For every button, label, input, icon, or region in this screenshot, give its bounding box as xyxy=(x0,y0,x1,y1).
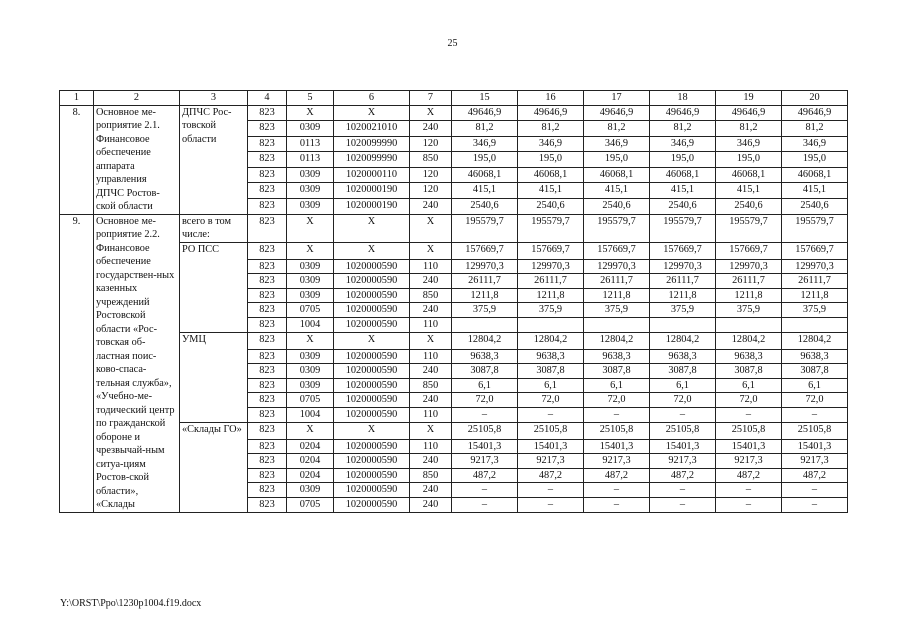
amount-cell: 9217,3 xyxy=(452,454,518,469)
amount-cell: 12804,2 xyxy=(584,332,650,349)
code-cell: 120 xyxy=(410,167,452,183)
code-cell: 1020099990 xyxy=(334,136,410,152)
amount-cell: 81,2 xyxy=(716,121,782,137)
amount-cell: – xyxy=(452,497,518,512)
amount-cell: 72,0 xyxy=(518,393,584,408)
code-cell: 240 xyxy=(410,274,452,289)
code-cell: 1020000590 xyxy=(334,259,410,274)
amount-cell: 6,1 xyxy=(716,378,782,393)
amount-cell: 157669,7 xyxy=(518,242,584,259)
code-cell: 0113 xyxy=(287,136,334,152)
code-cell: 240 xyxy=(410,393,452,408)
amount-cell: 9217,3 xyxy=(716,454,782,469)
code-cell: 850 xyxy=(410,152,452,168)
page-number: 25 xyxy=(447,38,458,49)
code-cell: 0309 xyxy=(287,259,334,274)
amount-cell: 9638,3 xyxy=(452,349,518,364)
code-cell: 823 xyxy=(248,167,287,183)
amount-cell: 81,2 xyxy=(584,121,650,137)
amount-cell: 487,2 xyxy=(518,468,584,483)
executor-name: УМЦ xyxy=(180,332,248,422)
amount-cell: 1211,8 xyxy=(584,288,650,303)
amount-cell: 49646,9 xyxy=(584,105,650,121)
amount-cell: 26111,7 xyxy=(716,274,782,289)
code-cell: 1020000590 xyxy=(334,439,410,454)
amount-cell: 72,0 xyxy=(650,393,716,408)
amount-cell: 375,9 xyxy=(518,303,584,318)
amount-cell: 12804,2 xyxy=(452,332,518,349)
amount-cell: – xyxy=(716,407,782,422)
code-cell: 0309 xyxy=(287,349,334,364)
amount-cell: 15401,3 xyxy=(650,439,716,454)
amount-cell: 157669,7 xyxy=(716,242,782,259)
amount-cell: 157669,7 xyxy=(452,242,518,259)
amount-cell: 9217,3 xyxy=(782,454,848,469)
code-cell: X xyxy=(410,242,452,259)
amount-cell: 15401,3 xyxy=(782,439,848,454)
amount-cell: – xyxy=(452,407,518,422)
amount-cell: 3087,8 xyxy=(584,364,650,379)
code-cell: 0204 xyxy=(287,439,334,454)
code-cell: 1020000590 xyxy=(334,497,410,512)
amount-cell: 2540,6 xyxy=(716,198,782,214)
amount-cell: 9217,3 xyxy=(518,454,584,469)
amount-cell: 375,9 xyxy=(584,303,650,318)
code-cell: X xyxy=(334,242,410,259)
header-cell: 2 xyxy=(94,91,180,106)
code-cell: 0309 xyxy=(287,288,334,303)
code-cell: 1020099990 xyxy=(334,152,410,168)
code-cell: 1020000590 xyxy=(334,364,410,379)
code-cell: 240 xyxy=(410,198,452,214)
amount-cell: 12804,2 xyxy=(716,332,782,349)
row-number: 8. xyxy=(60,105,94,214)
amount-cell: 195579,7 xyxy=(518,214,584,242)
amount-cell: 487,2 xyxy=(584,468,650,483)
code-cell: X xyxy=(410,422,452,439)
code-cell: X xyxy=(287,332,334,349)
executor-name: РО ПСС xyxy=(180,242,248,332)
amount-cell: 9638,3 xyxy=(584,349,650,364)
code-cell: 0309 xyxy=(287,198,334,214)
code-cell: 1020000590 xyxy=(334,274,410,289)
amount-cell: 2540,6 xyxy=(452,198,518,214)
code-cell: 1020021010 xyxy=(334,121,410,137)
amount-cell: 72,0 xyxy=(716,393,782,408)
code-cell: X xyxy=(287,105,334,121)
amount-cell: – xyxy=(782,483,848,498)
code-cell: 1020000590 xyxy=(334,407,410,422)
code-cell: 1004 xyxy=(287,317,334,332)
amount-cell: 72,0 xyxy=(584,393,650,408)
amount-cell: 49646,9 xyxy=(452,105,518,121)
measure-name: Основное ме-роприятие 2.2. Финансовое обеспечение государствен-ных казенных учреждений Ростовской области «Рос-товская об-ластная поис-ково-спаса-тельная служба», «Учебно-ме-тодический центр по гражданской обороне и чрезвычай-ным ситуа-циям Ростов-ской области», «Склады xyxy=(94,214,180,512)
code-cell: 0309 xyxy=(287,121,334,137)
amount-cell: 25105,8 xyxy=(650,422,716,439)
code-cell: 0113 xyxy=(287,152,334,168)
code-cell: 0204 xyxy=(287,454,334,469)
code-cell: 0309 xyxy=(287,167,334,183)
code-cell: 0309 xyxy=(287,274,334,289)
header-cell: 19 xyxy=(716,91,782,106)
amount-cell: 3087,8 xyxy=(518,364,584,379)
code-cell: 823 xyxy=(248,105,287,121)
amount-cell: – xyxy=(782,497,848,512)
code-cell: 110 xyxy=(410,317,452,332)
amount-cell: 129970,3 xyxy=(518,259,584,274)
amount-cell: 375,9 xyxy=(452,303,518,318)
amount-cell: 49646,9 xyxy=(716,105,782,121)
amount-cell: 81,2 xyxy=(782,121,848,137)
amount-cell: – xyxy=(650,483,716,498)
code-cell: 1020000590 xyxy=(334,454,410,469)
code-cell: 850 xyxy=(410,378,452,393)
code-cell: 240 xyxy=(410,121,452,137)
amount-cell: 346,9 xyxy=(452,136,518,152)
amount-cell: 9217,3 xyxy=(650,454,716,469)
executor-name: всего в том числе: xyxy=(180,214,248,242)
code-cell: 110 xyxy=(410,259,452,274)
amount-cell: 375,9 xyxy=(650,303,716,318)
amount-cell: 1211,8 xyxy=(782,288,848,303)
amount-cell: 346,9 xyxy=(716,136,782,152)
amount-cell: – xyxy=(584,407,650,422)
header-cell: 1 xyxy=(60,91,94,106)
code-cell: 823 xyxy=(248,422,287,439)
amount-cell: 12804,2 xyxy=(650,332,716,349)
amount-cell: 3087,8 xyxy=(716,364,782,379)
code-cell: 1020000590 xyxy=(334,393,410,408)
amount-cell xyxy=(518,317,584,332)
code-cell: 120 xyxy=(410,136,452,152)
code-cell: 850 xyxy=(410,468,452,483)
code-cell: X xyxy=(287,214,334,242)
amount-cell: 195,0 xyxy=(452,152,518,168)
header-cell: 18 xyxy=(650,91,716,106)
header-cell: 6 xyxy=(334,91,410,106)
header-cell: 5 xyxy=(287,91,334,106)
code-cell: 823 xyxy=(248,183,287,199)
executor-name: ДПЧС Рос-товской области xyxy=(180,105,248,214)
code-cell: X xyxy=(334,422,410,439)
code-cell: 823 xyxy=(248,454,287,469)
amount-cell: 49646,9 xyxy=(650,105,716,121)
code-cell: 823 xyxy=(248,497,287,512)
amount-cell: 129970,3 xyxy=(584,259,650,274)
table-row xyxy=(60,214,848,242)
header-cell: 17 xyxy=(584,91,650,106)
code-cell: X xyxy=(287,242,334,259)
amount-cell xyxy=(452,317,518,332)
amount-cell: 487,2 xyxy=(782,468,848,483)
amount-cell: 195,0 xyxy=(584,152,650,168)
amount-cell: 15401,3 xyxy=(452,439,518,454)
code-cell: X xyxy=(410,105,452,121)
amount-cell: 1211,8 xyxy=(452,288,518,303)
code-cell: 240 xyxy=(410,497,452,512)
amount-cell: 9217,3 xyxy=(584,454,650,469)
amount-cell: 157669,7 xyxy=(584,242,650,259)
header-cell: 3 xyxy=(180,91,248,106)
code-cell: 1004 xyxy=(287,407,334,422)
amount-cell: 129970,3 xyxy=(782,259,848,274)
amount-cell: 25105,8 xyxy=(584,422,650,439)
amount-cell: 1211,8 xyxy=(650,288,716,303)
amount-cell: 415,1 xyxy=(518,183,584,199)
code-cell: 1020000590 xyxy=(334,303,410,318)
amount-cell: 2540,6 xyxy=(650,198,716,214)
measure-name: Основное ме-роприятие 2.1. Финансовое обеспечение аппарата управления ДПЧС Ростов-ской области xyxy=(94,105,180,214)
code-cell: 823 xyxy=(248,317,287,332)
amount-cell: 129970,3 xyxy=(716,259,782,274)
code-cell: 823 xyxy=(248,468,287,483)
amount-cell: 12804,2 xyxy=(782,332,848,349)
code-cell: 850 xyxy=(410,288,452,303)
amount-cell: – xyxy=(650,407,716,422)
code-cell: 823 xyxy=(248,303,287,318)
amount-cell xyxy=(782,317,848,332)
code-cell: 0309 xyxy=(287,183,334,199)
amount-cell xyxy=(584,317,650,332)
amount-cell: 9638,3 xyxy=(650,349,716,364)
amount-cell: 46068,1 xyxy=(518,167,584,183)
code-cell: 1020000110 xyxy=(334,167,410,183)
amount-cell: 15401,3 xyxy=(716,439,782,454)
code-cell: 823 xyxy=(248,332,287,349)
code-cell: 823 xyxy=(248,349,287,364)
header-row xyxy=(60,91,848,106)
budget-table xyxy=(59,90,848,513)
amount-cell: 6,1 xyxy=(650,378,716,393)
amount-cell: 195,0 xyxy=(782,152,848,168)
amount-cell: 15401,3 xyxy=(584,439,650,454)
amount-cell: 9638,3 xyxy=(716,349,782,364)
code-cell: 1020000590 xyxy=(334,317,410,332)
code-cell: 110 xyxy=(410,349,452,364)
amount-cell: 26111,7 xyxy=(584,274,650,289)
amount-cell: 72,0 xyxy=(452,393,518,408)
code-cell: 823 xyxy=(248,274,287,289)
amount-cell: 26111,7 xyxy=(518,274,584,289)
amount-cell: 3087,8 xyxy=(452,364,518,379)
amount-cell: – xyxy=(584,497,650,512)
amount-cell xyxy=(650,317,716,332)
code-cell: 110 xyxy=(410,439,452,454)
amount-cell: 415,1 xyxy=(452,183,518,199)
amount-cell: 81,2 xyxy=(452,121,518,137)
amount-cell: 6,1 xyxy=(452,378,518,393)
code-cell: 823 xyxy=(248,439,287,454)
amount-cell: 49646,9 xyxy=(782,105,848,121)
code-cell: 823 xyxy=(248,483,287,498)
amount-cell: 15401,3 xyxy=(518,439,584,454)
amount-cell: 346,9 xyxy=(584,136,650,152)
code-cell: 110 xyxy=(410,407,452,422)
code-cell: X xyxy=(410,332,452,349)
header-cell: 15 xyxy=(452,91,518,106)
amount-cell: 346,9 xyxy=(782,136,848,152)
amount-cell: 46068,1 xyxy=(782,167,848,183)
amount-cell: 195,0 xyxy=(518,152,584,168)
amount-cell: 415,1 xyxy=(782,183,848,199)
code-cell: X xyxy=(287,422,334,439)
code-cell: X xyxy=(410,214,452,242)
amount-cell: 1211,8 xyxy=(716,288,782,303)
code-cell: 0309 xyxy=(287,483,334,498)
code-cell: 823 xyxy=(248,393,287,408)
amount-cell: 3087,8 xyxy=(650,364,716,379)
code-cell: 1020000590 xyxy=(334,378,410,393)
amount-cell: 2540,6 xyxy=(584,198,650,214)
code-cell: 823 xyxy=(248,378,287,393)
amount-cell: 25105,8 xyxy=(716,422,782,439)
code-cell: X xyxy=(334,105,410,121)
code-cell: 240 xyxy=(410,454,452,469)
code-cell: 823 xyxy=(248,214,287,242)
amount-cell: 346,9 xyxy=(518,136,584,152)
amount-cell: 25105,8 xyxy=(518,422,584,439)
amount-cell: 157669,7 xyxy=(782,242,848,259)
amount-cell: 195579,7 xyxy=(716,214,782,242)
code-cell: 240 xyxy=(410,364,452,379)
code-cell: 0705 xyxy=(287,393,334,408)
amount-cell: 346,9 xyxy=(650,136,716,152)
amount-cell: – xyxy=(650,497,716,512)
table-row xyxy=(60,105,848,121)
amount-cell: 2540,6 xyxy=(518,198,584,214)
amount-cell: 195,0 xyxy=(650,152,716,168)
executor-name: «Склады ГО» xyxy=(180,422,248,512)
code-cell: 1020000590 xyxy=(334,288,410,303)
amount-cell: 6,1 xyxy=(584,378,650,393)
footer-file-path: Y:\ORST\Ppo\1230p1004.f19.docx xyxy=(60,598,202,609)
amount-cell: 375,9 xyxy=(716,303,782,318)
amount-cell: 72,0 xyxy=(782,393,848,408)
code-cell: 1020000590 xyxy=(334,349,410,364)
code-cell: 0309 xyxy=(287,364,334,379)
amount-cell: 46068,1 xyxy=(650,167,716,183)
amount-cell: 129970,3 xyxy=(650,259,716,274)
code-cell: 0705 xyxy=(287,497,334,512)
code-cell: 0204 xyxy=(287,468,334,483)
amount-cell: 6,1 xyxy=(518,378,584,393)
amount-cell: 1211,8 xyxy=(518,288,584,303)
amount-cell xyxy=(716,317,782,332)
code-cell: 823 xyxy=(248,136,287,152)
code-cell: 0309 xyxy=(287,378,334,393)
amount-cell: – xyxy=(716,497,782,512)
code-cell: 823 xyxy=(248,152,287,168)
amount-cell: 415,1 xyxy=(584,183,650,199)
row-number: 9. xyxy=(60,214,94,512)
amount-cell: 487,2 xyxy=(650,468,716,483)
code-cell: 823 xyxy=(248,198,287,214)
amount-cell: – xyxy=(782,407,848,422)
amount-cell: 26111,7 xyxy=(650,274,716,289)
amount-cell: 195,0 xyxy=(716,152,782,168)
amount-cell: – xyxy=(518,483,584,498)
header-cell: 20 xyxy=(782,91,848,106)
amount-cell: 49646,9 xyxy=(518,105,584,121)
code-cell: 0705 xyxy=(287,303,334,318)
amount-cell: – xyxy=(584,483,650,498)
code-cell: 120 xyxy=(410,183,452,199)
code-cell: 240 xyxy=(410,303,452,318)
amount-cell: 129970,3 xyxy=(452,259,518,274)
amount-cell: 195579,7 xyxy=(452,214,518,242)
code-cell: X xyxy=(334,332,410,349)
amount-cell: 81,2 xyxy=(518,121,584,137)
amount-cell: – xyxy=(452,483,518,498)
amount-cell: 3087,8 xyxy=(782,364,848,379)
amount-cell: 46068,1 xyxy=(584,167,650,183)
amount-cell: – xyxy=(518,497,584,512)
header-cell: 4 xyxy=(248,91,287,106)
amount-cell: 375,9 xyxy=(782,303,848,318)
header-cell: 16 xyxy=(518,91,584,106)
code-cell: 823 xyxy=(248,364,287,379)
code-cell: 823 xyxy=(248,242,287,259)
code-cell: 1020000590 xyxy=(334,468,410,483)
header-cell: 7 xyxy=(410,91,452,106)
amount-cell: – xyxy=(518,407,584,422)
amount-cell: 25105,8 xyxy=(452,422,518,439)
amount-cell: 25105,8 xyxy=(782,422,848,439)
amount-cell: 157669,7 xyxy=(650,242,716,259)
amount-cell: 487,2 xyxy=(452,468,518,483)
amount-cell: 195579,7 xyxy=(584,214,650,242)
code-cell: X xyxy=(334,214,410,242)
amount-cell: 487,2 xyxy=(716,468,782,483)
amount-cell: 6,1 xyxy=(782,378,848,393)
code-cell: 240 xyxy=(410,483,452,498)
code-cell: 1020000190 xyxy=(334,198,410,214)
code-cell: 823 xyxy=(248,288,287,303)
amount-cell: 12804,2 xyxy=(518,332,584,349)
amount-cell: 2540,6 xyxy=(782,198,848,214)
code-cell: 1020000190 xyxy=(334,183,410,199)
amount-cell: 81,2 xyxy=(650,121,716,137)
amount-cell: 46068,1 xyxy=(452,167,518,183)
code-cell: 823 xyxy=(248,121,287,137)
amount-cell: 9638,3 xyxy=(782,349,848,364)
amount-cell: 415,1 xyxy=(716,183,782,199)
amount-cell: 26111,7 xyxy=(782,274,848,289)
amount-cell: 195579,7 xyxy=(650,214,716,242)
amount-cell: 46068,1 xyxy=(716,167,782,183)
amount-cell: 415,1 xyxy=(650,183,716,199)
code-cell: 823 xyxy=(248,259,287,274)
amount-cell: 26111,7 xyxy=(452,274,518,289)
code-cell: 823 xyxy=(248,407,287,422)
amount-cell: – xyxy=(716,483,782,498)
amount-cell: 9638,3 xyxy=(518,349,584,364)
code-cell: 1020000590 xyxy=(334,483,410,498)
amount-cell: 195579,7 xyxy=(782,214,848,242)
